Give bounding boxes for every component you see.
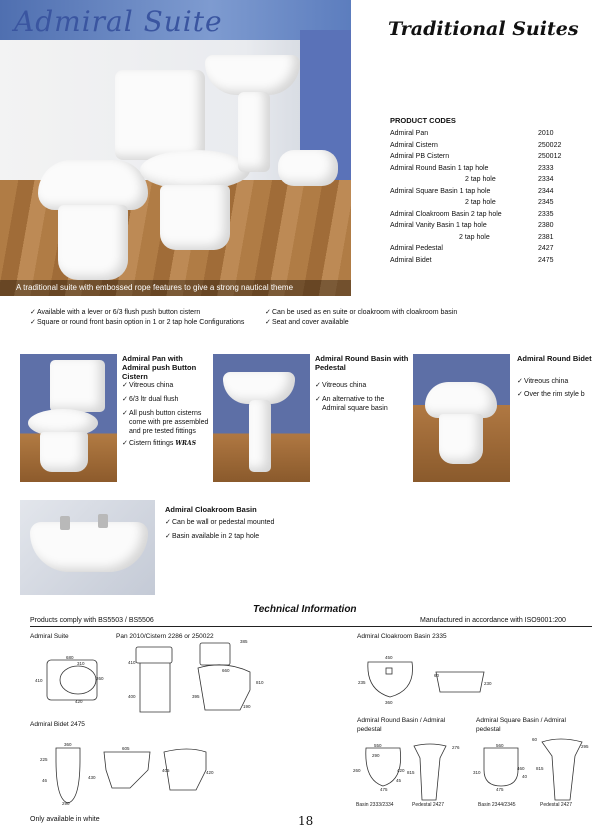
diagram-label: Admiral Suite bbox=[30, 633, 69, 640]
dim: 46 bbox=[42, 778, 48, 783]
dim: 680 bbox=[66, 655, 74, 660]
bullet: ✓ Can be wall or pedestal mounted bbox=[165, 518, 365, 528]
diagram-label: Pan 2010/Cistern 2286 or 250022 bbox=[116, 633, 214, 640]
product-title: Admiral Pan with Admiral push Button Cistern bbox=[122, 354, 197, 381]
product-title: Admiral Round Basin with Pedestal bbox=[315, 354, 409, 372]
code-number: 2010 bbox=[538, 130, 554, 137]
diagram-label: Admiral Bidet 2475 bbox=[30, 721, 85, 728]
bullet: ✓ An alternative to the Admiral square basin bbox=[315, 395, 405, 413]
code-label: Admiral Cistern bbox=[390, 141, 438, 149]
dim: 276 bbox=[452, 745, 460, 750]
code-number: 2333 bbox=[538, 164, 554, 172]
code-label: Admiral PB Cistern bbox=[390, 153, 450, 160]
bullet: ✓ Vitreous china bbox=[122, 381, 212, 391]
bullet: ✓ Vitreous china bbox=[517, 377, 592, 387]
code-label: Admiral Pedestal bbox=[390, 245, 443, 252]
dim: 260 bbox=[353, 768, 361, 773]
feature-item: ✓ Can be used as en suite or cloakroom with cloakroom basin bbox=[265, 308, 585, 318]
compliance-note: Products comply with BS5503 / BS5506 bbox=[30, 617, 154, 624]
bullet: ✓ Vitreous china bbox=[315, 381, 405, 391]
dim: 430 bbox=[88, 775, 96, 780]
code-label: Admiral Bidet bbox=[390, 256, 432, 264]
dim: 550 bbox=[374, 743, 382, 748]
dim: 60 bbox=[532, 737, 538, 742]
dim: 420 bbox=[206, 770, 214, 775]
page-number: 18 bbox=[298, 814, 314, 828]
bullet: ✓ All push button cisterns come with pre assembled and pre tested fittings bbox=[122, 409, 212, 436]
code-label: 2 tap hole bbox=[465, 176, 496, 183]
tech-info-title: Technical Information bbox=[253, 604, 357, 615]
code-label: 2 tap hole bbox=[459, 233, 490, 241]
code-number: 2335 bbox=[538, 210, 554, 218]
product-title: Admiral Round Bidet bbox=[517, 354, 592, 363]
drawing-caption: Basin 2344/2345 bbox=[478, 802, 516, 808]
dim: 225 bbox=[40, 757, 48, 762]
hero-title: Admiral Suite bbox=[14, 5, 223, 38]
dim: 260 bbox=[96, 676, 104, 681]
dim: 460 bbox=[517, 766, 525, 771]
code-number: 2427 bbox=[538, 245, 554, 252]
dim: 400 bbox=[128, 694, 136, 699]
codes-title: PRODUCT CODES bbox=[390, 116, 456, 125]
bullet: Cistern fittings bbox=[129, 440, 174, 447]
dim: 810 bbox=[256, 680, 264, 685]
bullet: ✓ Basin available in 2 tap hole bbox=[165, 532, 365, 542]
diagram-label: Admiral Cloakroom Basin 2335 bbox=[357, 633, 447, 640]
wras-logo: WRAS bbox=[175, 440, 197, 447]
dim: 310 bbox=[473, 770, 481, 775]
product-title: Admiral Cloakroom Basin bbox=[165, 505, 257, 514]
code-label: Admiral Pan bbox=[390, 130, 429, 137]
hero-caption: A traditional suite with embossed rope features to give a strong nautical theme bbox=[0, 280, 351, 296]
code-label: Admiral Cloakroom Basin 2 tap hole bbox=[390, 210, 502, 218]
dim: 815 bbox=[536, 766, 544, 771]
dim: 815 bbox=[407, 770, 415, 775]
code-label: Admiral Vanity Basin 1 tap hole bbox=[390, 222, 487, 229]
drawing-caption: Basin 2333/2334 bbox=[356, 802, 394, 808]
drawing-caption: Pedestal 2427 bbox=[412, 802, 444, 808]
dim: 560 bbox=[496, 743, 504, 748]
footer-note: Only available in white bbox=[30, 816, 100, 823]
page-title: Traditional Suites bbox=[388, 18, 579, 40]
feature-item: ✓ Seat and cover available bbox=[265, 318, 585, 328]
dim: 295 bbox=[581, 744, 589, 749]
code-number: 2345 bbox=[538, 199, 554, 206]
dim: 385 bbox=[240, 639, 248, 644]
code-number: 2344 bbox=[538, 187, 554, 195]
dim: 410 bbox=[128, 660, 136, 665]
iso-note: Manufactured in accordance with ISO9001:200 bbox=[420, 617, 566, 624]
dim: 235 bbox=[358, 680, 366, 685]
dim: 360 bbox=[64, 742, 72, 747]
dim: 405 bbox=[162, 768, 170, 773]
code-number: 2334 bbox=[538, 176, 554, 183]
code-number: 250012 bbox=[538, 153, 562, 160]
dim: 410 bbox=[35, 678, 43, 683]
code-number: 2475 bbox=[538, 256, 554, 264]
dim: 40 bbox=[522, 774, 528, 779]
dim: 660 bbox=[222, 668, 230, 673]
dim: 45 bbox=[396, 778, 402, 783]
feature-item: ✓ Available with a lever or 6/3 flush push button cistern bbox=[30, 308, 258, 318]
dim: 475 bbox=[380, 787, 388, 792]
dim: 310 bbox=[77, 661, 85, 666]
feature-item: ✓ Square or round front basin option in 1 or 2 tap hole Configurations bbox=[30, 318, 258, 328]
dim: 360 bbox=[385, 700, 393, 705]
dim: 420 bbox=[397, 768, 405, 773]
code-number: 2380 bbox=[538, 222, 554, 229]
dim: 395 bbox=[192, 694, 200, 699]
suite-plan-cistern bbox=[47, 660, 97, 700]
bullet: ✓ 6/3 ltr dual flush bbox=[122, 395, 212, 405]
dim: 605 bbox=[122, 746, 130, 751]
suite-plan-bowl bbox=[60, 666, 96, 694]
bullet: ✓ Over the rim style b bbox=[517, 390, 592, 400]
dim: 190 bbox=[243, 704, 251, 709]
code-number: 2381 bbox=[538, 233, 554, 241]
dim: 420 bbox=[75, 699, 83, 704]
diagram-label: Admiral Square Basin / Admiral pedestal bbox=[476, 717, 566, 733]
dim: 230 bbox=[484, 681, 492, 686]
code-label: Admiral Round Basin 1 tap hole bbox=[390, 164, 489, 172]
dim: 60 bbox=[434, 673, 440, 678]
code-number: 250022 bbox=[538, 141, 562, 149]
dim: 475 bbox=[496, 787, 504, 792]
dim: 450 bbox=[385, 655, 393, 660]
dim: 290 bbox=[372, 753, 380, 758]
code-label: 2 tap hole bbox=[465, 199, 496, 206]
code-label: Admiral Square Basin 1 tap hole bbox=[390, 187, 491, 195]
diagram-label: Admiral Round Basin / Admiral pedestal bbox=[357, 717, 446, 733]
drawing-caption: Pedestal 2427 bbox=[540, 802, 572, 808]
dim: 290 bbox=[62, 801, 70, 806]
